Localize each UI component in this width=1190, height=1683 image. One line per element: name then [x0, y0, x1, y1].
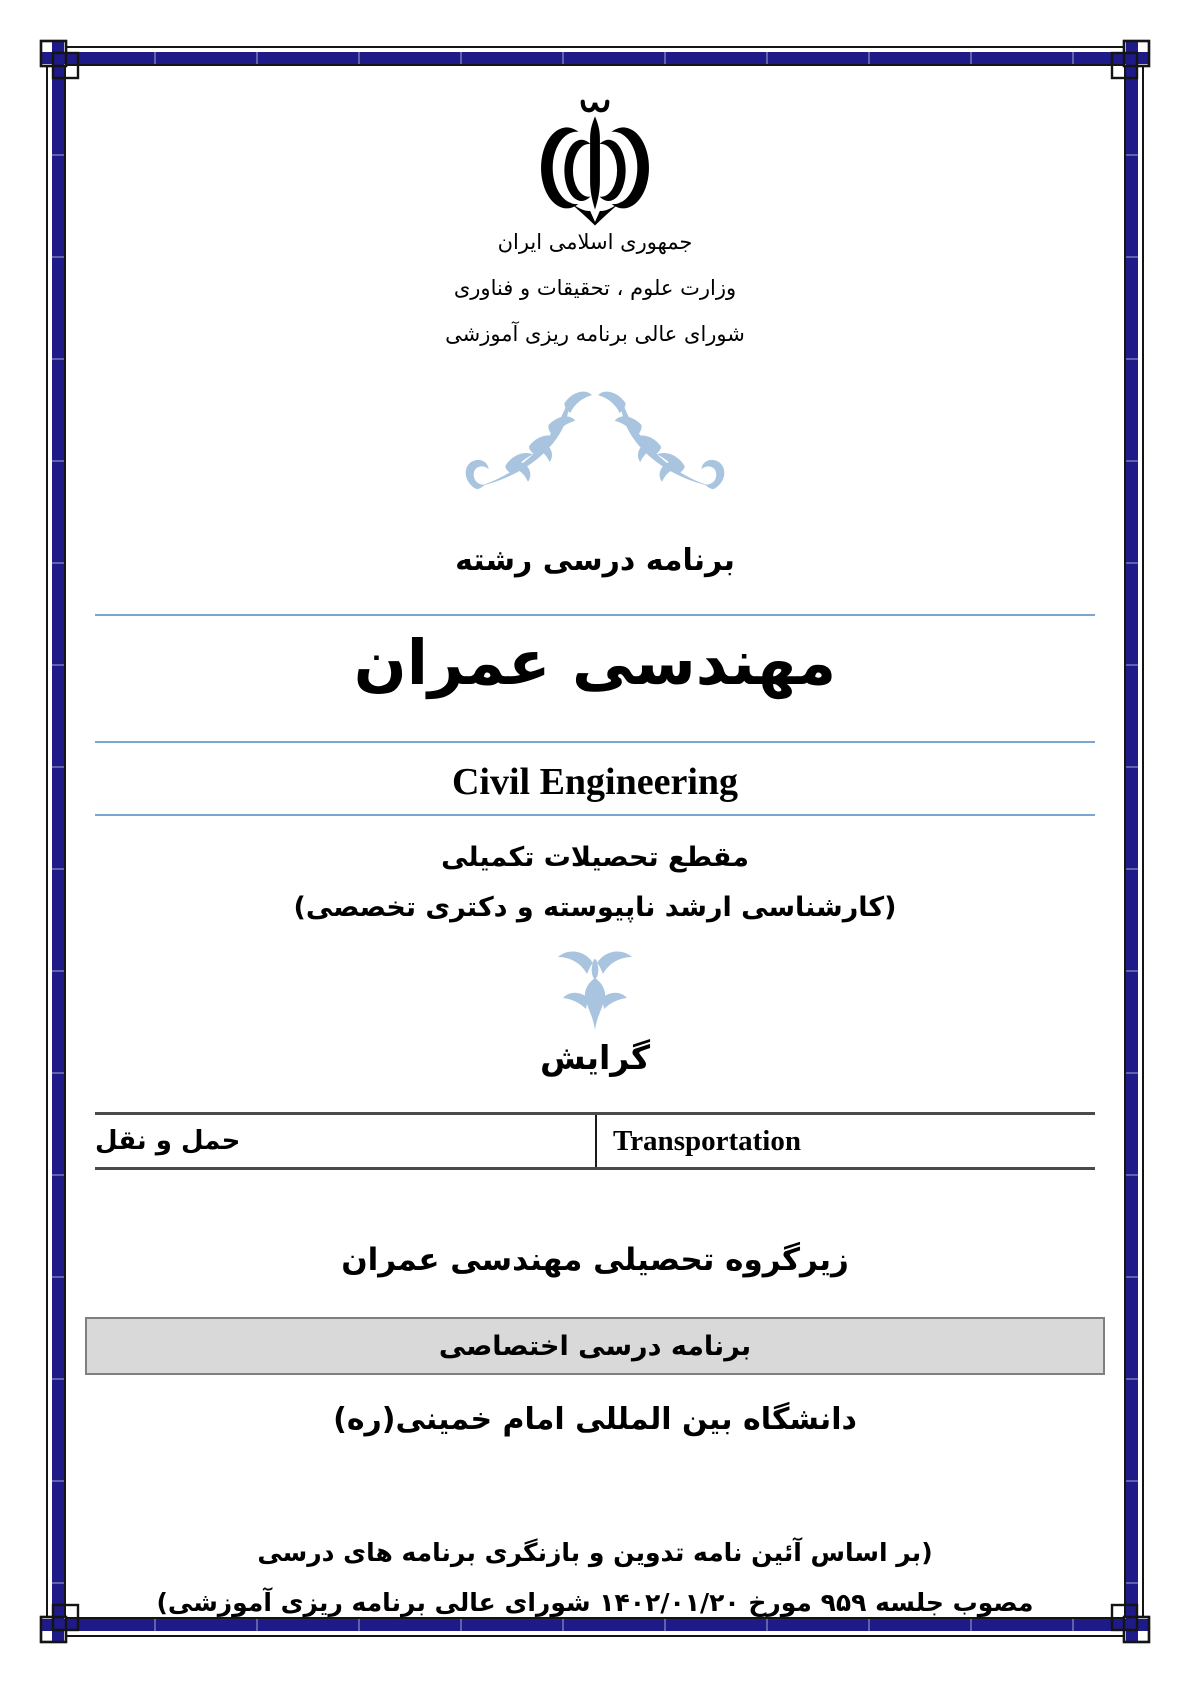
page-border-band-bottom [52, 1619, 1138, 1631]
banner-label: برنامه درسی اختصاصی [438, 1330, 752, 1362]
orientation-label: گرایش [539, 1038, 651, 1077]
program-label: برنامه درسی رشته [455, 543, 735, 578]
floral-flourish-icon [95, 385, 1095, 499]
approval-line-2: مصوب جلسه ۹۵۹ مورخ ۱۴۰۲/۰۱/۲۰ شورای عالی برنامه ریزی آموزشی) [156, 1588, 1034, 1617]
page-border-band-right [1126, 52, 1138, 1631]
level-line-1: مقطع تحصیلات تکمیلی [441, 842, 749, 873]
border-corner-ornament-icon [1108, 38, 1152, 82]
approval-line-1: (بر اساس آئین نامه تدوین و بازنگری برنامه های درسی [257, 1538, 933, 1567]
iran-national-emblem-icon [95, 98, 1095, 232]
issuer-country-line: جمهوری اسلامی ایران [497, 230, 693, 254]
orientation-cell-fa: حمل و نقل [95, 1126, 241, 1156]
level-line-2: (کارشناسی ارشد ناپیوسته و دکتری تخصصی) [293, 892, 897, 923]
leaf-sprout-ornament-icon [95, 945, 1095, 1031]
university-line: دانشگاه بین المللی امام خمینی(ره) [333, 1402, 857, 1437]
orientation-table [95, 1112, 1095, 1170]
issuer-ministry-line: وزارت علوم ، تحقیقات و فناوری [453, 276, 737, 300]
border-corner-ornament-icon [38, 1601, 82, 1645]
curriculum-banner [85, 1317, 1105, 1375]
border-corner-ornament-icon [1108, 1601, 1152, 1645]
subgroup-line: زیرگروه تحصیلی مهندسی عمران [341, 1242, 849, 1278]
page-border-band-top [52, 52, 1138, 64]
orientation-cell-en: Transportation [613, 1124, 801, 1157]
page-border-band-left [52, 52, 64, 1631]
issuer-council-line: شورای عالی برنامه ریزی آموزشی [445, 322, 745, 346]
divider-rule [95, 614, 1095, 616]
field-title-en: Civil Engineering [451, 761, 739, 803]
border-corner-ornament-icon [38, 38, 82, 82]
divider-rule [95, 814, 1095, 816]
field-title-fa: مهندسی عمران [353, 626, 837, 699]
divider-rule [95, 741, 1095, 743]
